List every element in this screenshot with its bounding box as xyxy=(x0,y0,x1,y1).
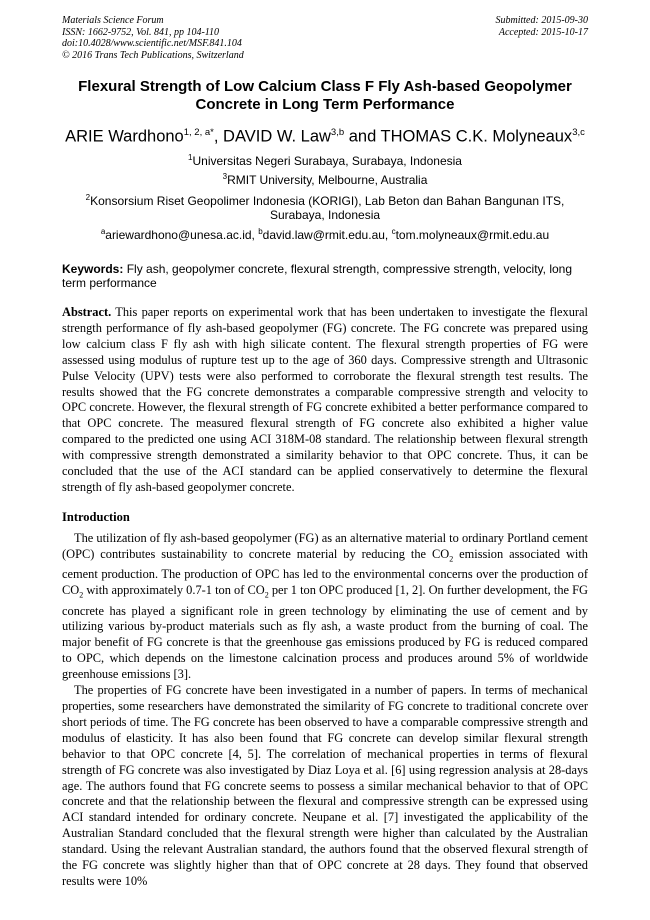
keywords-text: Fly ash, geopolymer concrete, flexural strength, compressive strength, velocity, long term performance xyxy=(62,262,573,290)
author-1-name: ARIE Wardhono xyxy=(65,127,184,146)
abstract-block xyxy=(62,305,588,496)
author-2-name: DAVID W. Law xyxy=(223,127,331,146)
affiliation-1-sup: 1 xyxy=(188,153,193,162)
affiliation-2-sup: 2 xyxy=(85,193,91,202)
title-line-1: Flexural Strength of Low Calcium Class F Fly Ash-based Geopolymer xyxy=(78,78,572,95)
author-3-sup: 3,c xyxy=(572,127,585,138)
section-heading-introduction: Introduction xyxy=(62,510,130,524)
intro-p1-part-c: with approximately 0.7-1 ton of CO xyxy=(83,583,265,598)
affiliation-3-sup: 3 xyxy=(222,172,228,181)
author-emails xyxy=(40,225,610,242)
journal-name: Materials Science Forum xyxy=(62,15,164,26)
email-a: ariewardhono@unesa.ac.id, xyxy=(105,228,259,242)
email-b-sup: b xyxy=(258,227,263,236)
affiliation-3-text: RMIT University, Melbourne, Australia xyxy=(227,173,428,187)
co2-subscript-2: 2 xyxy=(79,590,84,600)
co2-subscript-3: 2 xyxy=(264,590,269,600)
submitted-date: Submitted: 2015-09-30 xyxy=(495,15,588,26)
title-line-2: Concrete in Long Term Performance xyxy=(195,96,455,113)
keywords-label: Keywords: xyxy=(62,262,124,276)
author-2-sup: 3,b xyxy=(330,127,345,138)
abstract-label: Abstract. xyxy=(62,305,112,319)
author-list xyxy=(40,123,610,147)
author-separator-2: and xyxy=(344,127,381,146)
affiliation-1-text: Universitas Negeri Surabaya, Surabaya, Indonesia xyxy=(192,154,462,168)
header-left xyxy=(62,15,244,61)
affiliation-2-text-1: Konsorsium Riset Geopolimer Indonesia (KORIGI), Lab Beton dan Bahan Bangunan ITS, xyxy=(90,194,565,208)
introduction-body xyxy=(62,531,588,890)
keywords-block xyxy=(62,262,588,290)
affiliation-2 xyxy=(62,191,588,222)
copyright-line: © 2016 Trans Tech Publications, Switzerland xyxy=(62,49,244,61)
author-3-name: THOMAS C.K. Molyneaux xyxy=(380,127,573,146)
intro-paragraph-2: The properties of FG concrete have been investigated in a number of papers. In terms of mechanical properties, some researchers have demonstrated the similarity of FG concrete to traditional concrete over short periods of time. The FG concrete has been observed to have a comparable compressive strength and modulus of elasticity. It has also been found that FG concrete can develop similar flexural strength behavior to that OPC concrete [4, 5]. The correlation of mechanical properties in terms of flexural strength of FG concrete was also investigated by Diaz Loya et al. [6] using regression analysis at 28-days age. The authors found that FG concrete seems to possess a similar mechanical behavior to that of OPC concrete and that the relationship between the flexural and compressive strength can be expressed using ACI standard intended for ordinary concrete. Neupane et al. [7] investigated the applicability of the Australian Standard concluded that the flexural strength were higher than calculated by the Australian standard. Using the relevant Australian standard, the authors found that the observed flexural strength of the FG concrete was slightly higher than that of OPC concrete at 28 days. They found that observed results were 10% xyxy=(62,683,588,888)
co2-subscript-1: 2 xyxy=(449,554,454,564)
intro-p1-part-b: emission associated with cement production. The production of OPC has led to the environmental concerns over the production of CO xyxy=(62,546,588,598)
affiliation-3 xyxy=(62,170,588,187)
intro-paragraph-1 xyxy=(62,531,588,683)
intro-p1-part-d: per 1 ton OPC produced [1, 2]. On further development, the FG concrete has played a significant role in green technology by eliminating the use of cement and by utilizing various by-product materials such as fly ash, a waste product from the burning of coal. The major benefit of FG concrete is that the greenhouse gas emissions produced by FG is reduced compared to OPC, which depends on the limestone calcination process and produces around 5% of worldwide greenhouse emissions [3]. xyxy=(62,583,588,682)
paper-title xyxy=(62,78,588,114)
email-c: tom.molyneaux@rmit.edu.au xyxy=(395,228,550,242)
author-1-sup: 1, 2, a* xyxy=(183,127,214,138)
abstract-text: This paper reports on experimental work that has been undertaken to investigate the flexural strength performance of fly ash-based geopolymer (FG) concrete. The FG concrete was prepared using low calcium class F fly ash with high silicate content. The flexural strength properties of FG were assessed using modulus of rupture test up to the age of 360 days. Compressive strength and Ultrasonic Pulse Velocity (UPV) tests were also performed to corroborate the flexural strength test results. The results showed that the FG concrete demonstrates a comparable compressive strength and velocity to OPC concrete. However, the flexural strength of FG concrete exhibited a better performance compared to that OPC concrete. The measured flexural strength of FG concrete also exhibited a higher value compared to the predicted one using ACI 318M-08 standard. The relationship between flexural strength with compressive strength demonstrated a similarity behavior to that OPC concrete. Thus, it can be concluded that the use of the ACI standard can be applied conservatively to determine the flexural strength of fly ash-based geopolymer concrete. xyxy=(62,305,588,494)
affiliation-2-line-2: Surabaya, Indonesia xyxy=(269,208,381,222)
email-a-sup: a xyxy=(100,227,106,236)
email-c-sup: c xyxy=(391,227,396,236)
header-right xyxy=(496,15,589,38)
email-b: david.law@rmit.edu.au, xyxy=(262,228,392,242)
issn-line: ISSN: 1662-9752, Vol. 841, pp 104-110 xyxy=(62,26,220,38)
page-header xyxy=(62,15,588,61)
intro-p1-part-a: The utilization of fly ash-based geopolymer (FG) as an alternative material to ordinary Portland cement (OPC) contributes sustainability to concrete material by reducing the CO xyxy=(62,531,588,561)
author-separator-1: , xyxy=(213,127,224,146)
accepted-date: Accepted: 2015-10-17 xyxy=(498,26,588,38)
affiliation-1 xyxy=(62,151,588,168)
doi-line: doi:10.4028/www.scientific.net/MSF.841.104 xyxy=(62,38,242,49)
affiliation-2-line-1 xyxy=(62,191,588,208)
